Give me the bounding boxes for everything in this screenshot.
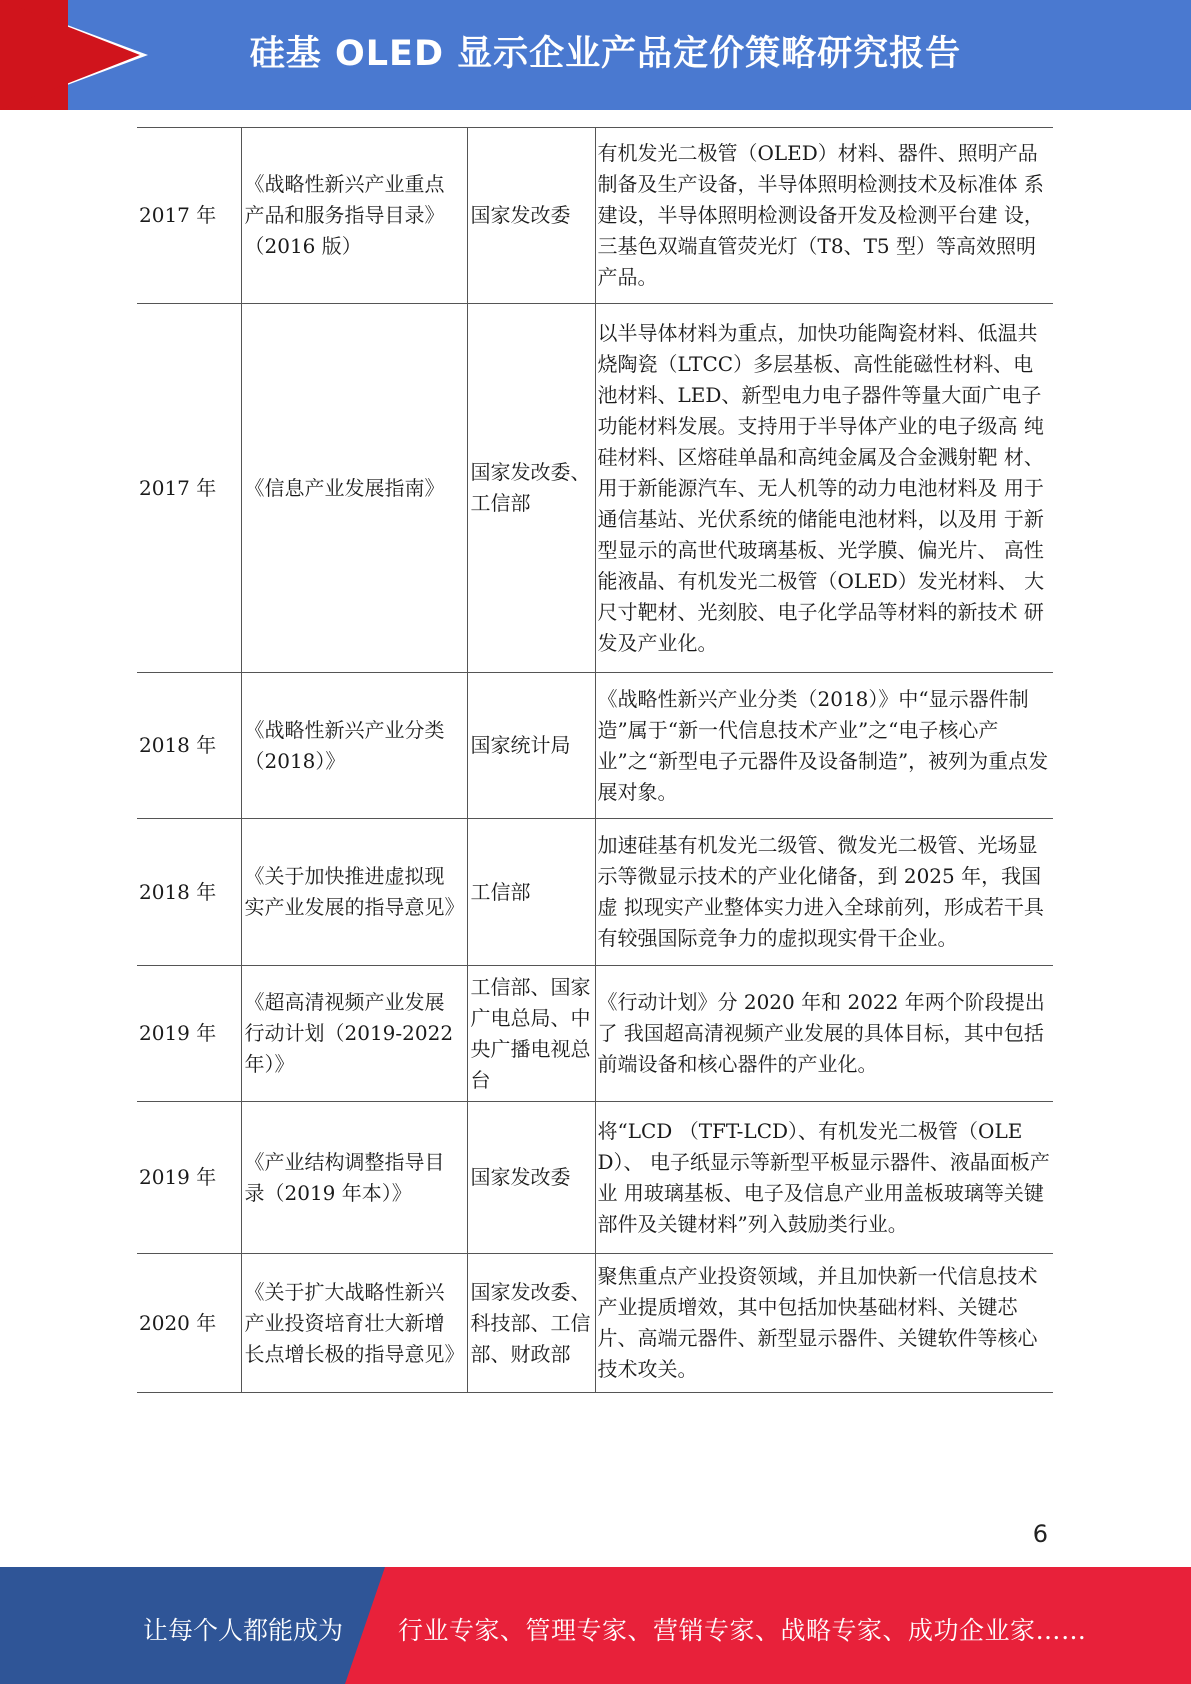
policy-year: 2017 年 (137, 128, 241, 304)
policy-year: 2020 年 (137, 1254, 241, 1393)
policy-year: 2017 年 (137, 304, 241, 673)
report-header (0, 0, 1191, 110)
policy-name: 《关于加快推进虚拟现实产业发展的指导意见》 (241, 819, 467, 966)
policy-table (137, 127, 1053, 1393)
policy-content: 加速硅基有机发光二级管、微发光二极管、光场显 示等微显示技术的产业化储备，到 2025 年，我国虚 拟现实产业整体实力进入全球前列，形成若干具 有较强国际竞争力的虚拟现实骨干企业。 (595, 819, 1053, 966)
table-row (137, 1254, 1053, 1393)
report-title: 硅基 OLED 显示企业产品定价策略研究报告 (249, 34, 962, 74)
policy-department: 工信部、国家广电总局、中央广播电视总台 (467, 966, 595, 1102)
policy-department: 国家发改委、工信部 (467, 304, 595, 673)
table-row (137, 128, 1053, 304)
policy-content: 以半导体材料为重点，加快功能陶瓷材料、低温共 烧陶瓷（LTCC）多层基板、高性能磁性材料、电 池材料、LED、新型电力电子器件等量大面广电子 功能材料发展。支持用于半导体产业的电子级高 纯硅材料、区熔硅单晶和高纯金属及合金溅射靶 材、用于新能源汽车、无人机等的动力电池材料及 用于通信基站、光伏系统的储能电池材料，以及用 于新型显示的高世代玻璃基板、光学膜、偏光片、 高性能液晶、有机发光二极管（OLED）发光材料、 大尺寸靶材、光刻胶、电子化学品等材料的新技术 研发及产业化。 (595, 304, 1053, 673)
table-row (137, 1102, 1053, 1254)
table-row (137, 673, 1053, 819)
policy-name: 《战略性新兴产业分类（2018）》 (241, 673, 467, 819)
table-row (137, 819, 1053, 966)
policy-content: 将“LCD （TFT-LCD）、有机发光二极管（OLED）、 电子纸显示等新型平板显示器件、液晶面板产业 用玻璃基板、电子及信息产业用盖板玻璃等关键 部件及关键材料”列入鼓励类行业。 (595, 1102, 1053, 1254)
policy-year: 2018 年 (137, 819, 241, 966)
policy-name: 《信息产业发展指南》 (241, 304, 467, 673)
policy-content: 《战略性新兴产业分类（2018）》中“显示器件制造”属于“新一代信息技术产业”之“电子核心产业”之“新型电子元器件及设备制造”，被列为重点发展对象。 (595, 673, 1053, 819)
table-row (137, 966, 1053, 1102)
policy-name: 《关于扩大战略性新兴产业投资培育壮大新增长点增长极的指导意见》 (241, 1254, 467, 1393)
footer-slogan-right: 行业专家、管理专家、营销专家、战略专家、成功企业家…… (398, 1616, 1087, 1645)
policy-department: 国家统计局 (467, 673, 595, 819)
policy-year: 2018 年 (137, 673, 241, 819)
policy-content: 聚焦重点产业投资领域，并且加快新一代信息技术产业提质增效，其中包括加快基础材料、关键芯 片、高端元器件、新型显示器件、关键软件等核心 技术攻关。 (595, 1254, 1053, 1393)
policy-name: 《超高清视频产业发展行动计划（2019-2022 年）》 (241, 966, 467, 1102)
policy-department: 国家发改委、科技部、工信部、财政部 (467, 1254, 595, 1393)
footer-slogan-left: 让每个人都能成为 (143, 1616, 344, 1645)
policy-year: 2019 年 (137, 1102, 241, 1254)
table-row (137, 304, 1053, 673)
policy-department: 工信部 (467, 819, 595, 966)
policy-department: 国家发改委 (467, 128, 595, 304)
policy-content: 《行动计划》分 2020 年和 2022 年两个阶段提出了 我国超高清视频产业发展的具体目标，其中包括 前端设备和核心器件的产业化。 (595, 966, 1053, 1102)
policy-content: 有机发光二极管（OLED）材料、器件、照明产品 制备及生产设备，半导体照明检测技术及标准体 系建设，半导体照明检测设备开发及检测平台建 设，三基色双端直管荧光灯（T8、T5 型）等高效照明 产品。 (595, 128, 1053, 304)
policy-department: 国家发改委 (467, 1102, 595, 1254)
page-number: 6 (1032, 1520, 1048, 1548)
policy-name: 《产业结构调整指导目录（2019 年本）》 (241, 1102, 467, 1254)
report-footer (0, 1567, 1191, 1684)
policy-name: 《战略性新兴产业重点产品和服务指导目录》（2016 版） (241, 128, 467, 304)
policy-year: 2019 年 (137, 966, 241, 1102)
